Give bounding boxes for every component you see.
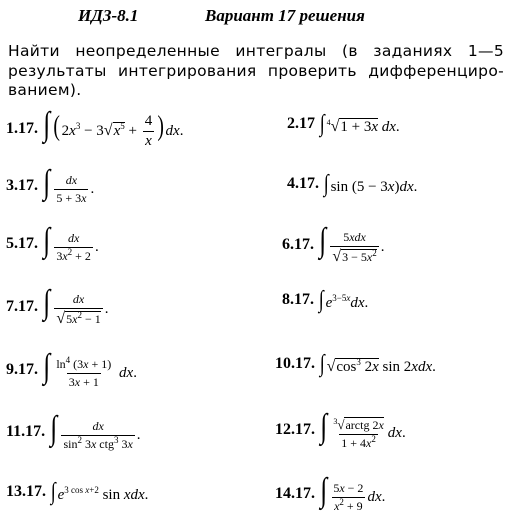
problem-formula: ∫ $\frac{dx}{3x^2 + 2}$ . <box>43 222 99 264</box>
problem-number: 9.17. <box>6 361 38 379</box>
problem-9 <box>6 350 137 390</box>
problem-formula: ∫ $\frac{\text{5xdx}}{√3 - 5x^2}$ . <box>319 222 385 265</box>
problem-number: 13.17. <box>6 483 46 500</box>
problem-formula: ∫ ($2x^3 - 3√x^5$ + $\frac{4}{x}$ )dx. <box>43 106 184 150</box>
problem-5 <box>6 224 99 264</box>
problem-12 <box>275 410 406 451</box>
instructions <box>8 42 504 101</box>
problem-number: 3.17. <box>6 177 38 195</box>
problem-number: 2.17 <box>287 115 315 132</box>
problem-10 <box>275 352 436 376</box>
assignment-title: ИДЗ-8.1 <box>78 6 139 25</box>
problem-number: 11.17. <box>6 423 46 441</box>
problem-13 <box>6 480 148 504</box>
problem-number: 5.17. <box>6 235 38 253</box>
variant-title: Вариант 17 решения <box>205 6 365 25</box>
instructions-line-1: Найти неопределенные интегралы (в заданиях 1—5 <box>8 42 504 60</box>
problem-11 <box>6 412 141 452</box>
problem-number: 8.17. <box>282 291 314 308</box>
problem-6 <box>282 224 384 266</box>
problem-formula: ∫ $e^{3 cos x+2}$ sin xdx. <box>50 479 149 505</box>
instructions-line-3: ванием). <box>8 81 82 99</box>
problem-formula: ∫ $\frac{\ln^4 (3x + 1)}{3x + 1}$ dx. <box>43 348 137 390</box>
instructions-line-2: результаты интегрирования проверить дифференциро- <box>8 61 504 80</box>
problem-14 <box>275 474 385 514</box>
problem-7 <box>6 286 108 328</box>
problem-formula: ∫ $^4$√1 + 3x dx. <box>319 111 400 137</box>
problem-formula: ∫ $\frac{5x - 2}{x^2 + 9}$ dx. <box>320 472 386 514</box>
problem-formula: ∫ $\frac{dx}{√5x^2 - 1}$ . <box>43 284 109 327</box>
problem-number: 1.17. <box>6 120 38 138</box>
problem-3 <box>6 166 94 206</box>
problem-1 <box>6 108 183 150</box>
problem-number: 14.17. <box>275 485 315 503</box>
problem-number: 7.17. <box>6 297 38 315</box>
problem-formula: ∫ $\frac{dx}{5 + 3x}$ . <box>43 164 95 206</box>
problem-number: 4.17. <box>287 175 319 192</box>
problem-formula: ∫ sin (5 − 3x)dx. <box>323 171 418 197</box>
problem-formula: ∫ $√\cos^3$ 2x sin 2xdx. <box>319 351 436 377</box>
problem-formula: ∫ $\frac{^3√arctg 2x}{1 + 4x^2}$ dx. <box>320 408 406 450</box>
problem-2 <box>287 112 400 136</box>
problem-8 <box>282 288 368 312</box>
problem-number: 10.17. <box>275 355 315 372</box>
problem-formula: ∫ $e^{3-5x}dx$. <box>318 287 369 313</box>
problem-number: 6.17. <box>282 235 314 253</box>
problem-number: 12.17. <box>275 421 315 439</box>
problem-formula: ∫ $\frac{dx}{\sin^2 3x ctg^3 3x}$ . <box>50 410 141 452</box>
problem-4 <box>287 172 417 196</box>
